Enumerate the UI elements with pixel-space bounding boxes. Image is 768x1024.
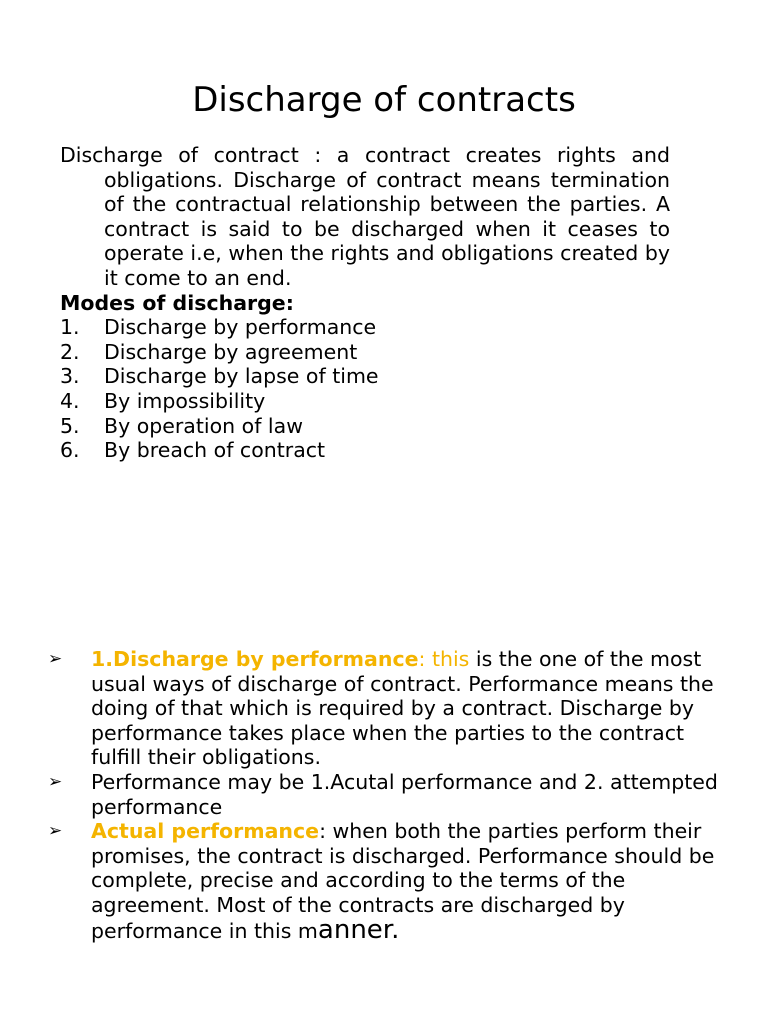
arrow-bullet-icon: ➢	[48, 771, 63, 792]
list-item	[60, 315, 670, 340]
list-item-label: Discharge by agreement	[104, 339, 358, 364]
modes-list	[60, 315, 670, 463]
arrow-bullet-icon: ➢	[48, 649, 63, 669]
list-item	[60, 438, 670, 463]
slide-one-body	[60, 143, 670, 463]
highlight-this: : this	[418, 647, 470, 671]
bullet-text: : when both the parties perform their promises, the contract is discharged. Performance should be complete, precise and according to the terms of the agreement. Most of the contracts are discharged by performance in this m	[91, 819, 715, 943]
list-item-label: By operation of law	[104, 413, 303, 438]
bullet-text: is the one of the most usual ways of discharge of contract. Performance means the doing of that which is required by a contract. Discharge by performance takes place when the parties to the contract fulfill their obligations.	[91, 647, 714, 770]
list-item-label: By impossibility	[104, 388, 266, 413]
modes-heading: Modes of discharge:	[60, 290, 294, 315]
bullet-item-performance	[48, 647, 738, 770]
list-item-number: 3.	[60, 364, 80, 389]
intro-paragraph: Discharge of contract : a contract creates rights and obligations. Discharge of contract means termination of the contractual relationship between the parties. A contract is said to be discharged when it ceases to operate i.e, when the rights and obligations created by it come to an end.	[60, 143, 670, 290]
list-item-label: By breach of contract	[104, 438, 326, 463]
page-title: Discharge of contracts	[192, 80, 576, 120]
list-item-label: Discharge by performance	[104, 315, 377, 340]
list-item-number: 1.	[60, 315, 80, 340]
slide-two-body	[48, 647, 738, 943]
list-item-number: 5.	[60, 413, 80, 438]
highlight-actual-performance: Actual performance	[91, 819, 320, 844]
arrow-bullet-icon: ➢	[48, 821, 63, 842]
list-item	[60, 389, 670, 414]
bullet-text-enlarged: anner.	[317, 914, 400, 945]
list-item-number: 6.	[60, 438, 80, 463]
bullet-item-types	[48, 770, 738, 819]
bullet-text: Performance may be 1.Acutal performance and 2. attempted performance	[91, 769, 718, 819]
highlight-discharge-by-performance: 1.Discharge by performance	[91, 647, 419, 671]
bullet-item-actual-performance	[48, 819, 738, 943]
list-item	[60, 414, 670, 439]
list-item-label: Discharge by lapse of time	[104, 364, 379, 389]
list-item	[60, 340, 670, 365]
bullet-list	[48, 647, 738, 943]
list-item-number: 4.	[60, 388, 80, 413]
list-item	[60, 364, 670, 389]
list-item-number: 2.	[60, 339, 80, 364]
